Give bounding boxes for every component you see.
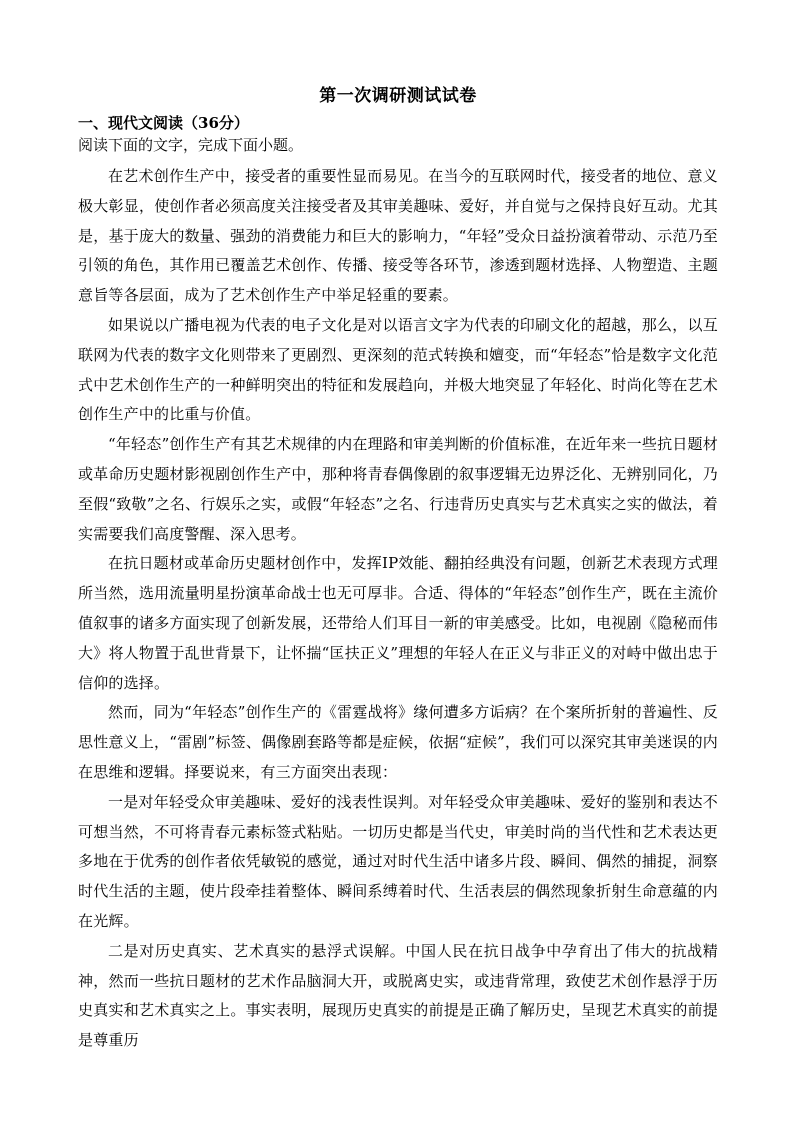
document-page bbox=[78, 84, 718, 1056]
section-heading: 一、现代文阅读（36分） bbox=[78, 114, 249, 132]
paragraph-4: 在抗日题材或革命历史题材创作中，发挥IP效能、翻拍经典没有问题，创新艺术表现方式理所当然，选用流量明星扮演革命战士也无可厚非。合适、得体的“年轻态”创作生产，既在主流价值叙事的诸多方面实现了创新发展，还带给人们耳目一新的审美感受。比如，电视剧《隐秘而伟大》将人物置于乱世背景下，让怀揣“匡扶正义”理想的年轻人在正义与非正义的对峙中做出忠于信仰的选择。 bbox=[78, 554, 718, 692]
paragraph-2: 如果说以广播电视为代表的电子文化是对以语言文字为代表的印刷文化的超越，那么，以互联网为代表的数字文化则带来了更剧烈、更深刻的范式转换和嬗变，而“年轻态”恰是数字文化范式中艺术创作生产的一种鲜明突出的特征和发展趋向，并极大地突显了年轻化、时尚化等在艺术创作生产中的比重与价值。 bbox=[78, 315, 718, 424]
reading-instruction: 阅读下面的文字，完成下面小题。 bbox=[78, 136, 304, 154]
paragraph-7: 二是对历史真实、艺术真实的悬浮式误解。中国人民在抗日战争中孕育出了伟大的抗战精神，然而一些抗日题材的艺术作品脑洞大开，或脱离史实，或违背常理，致使艺术创作悬浮于历史真实和艺术真实之上。事实表明，展现历史真实的前提是正确了解历史，呈现艺术真实的前提是尊重历 bbox=[78, 941, 718, 1050]
paragraph-5: 然而，同为“年轻态”创作生产的《雷霆战将》缘何遭多方诟病？在个案所折射的普遍性、反思性意义上，“雷剧”标签、偶像剧套路等都是症候，依据“症候”，我们可以深究其审美迷误的内在思维和逻辑。择要说来，有三方面突出表现： bbox=[78, 703, 718, 781]
paragraph-1: 在艺术创作生产中，接受者的重要性显而易见。在当今的互联网时代，接受者的地位、意义极大彰显，使创作者必须高度关注接受者及其审美趣味、爱好，并自觉与之保持良好互动。尤其是，基于庞大的数量、强劲的消费能力和巨大的影响力，“年轻”受众日益扮演着带动、示范乃至引领的角色，其作用已覆盖艺术创作、传播、接受等各环节，渗透到题材选择、人物塑造、主题意旨等各层面，成为了艺术创作生产中举足轻重的要素。 bbox=[78, 167, 718, 305]
paragraph-6: 一是对年轻受众审美趣味、爱好的浅表性误判。对年轻受众审美趣味、爱好的鉴别和表达不可想当然，不可将青春元素标签式粘贴。一切历史都是当代史，审美时尚的当代性和艺术表达更多地在于优秀的创作者依凭敏锐的感觉，通过对时代生活中诸多片段、瞬间、偶然的捕捉，洞察时代生活的主题，使片段牵挂着整体、瞬间系缚着时代、生活表层的偶然现象折射生命意蕴的内在光辉。 bbox=[78, 792, 718, 930]
paragraph-3: “年轻态”创作生产有其艺术规律的内在理路和审美判断的价值标准，在近年来一些抗日题材或革命历史题材影视剧创作生产中，那种将青春偶像剧的叙事逻辑无边界泛化、无辨别同化，乃至假“致敬”之名、行娱乐之实，或假“年轻态”之名、行违背历史真实与艺术真实之实的做法，着实需要我们高度警醒、深入思考。 bbox=[78, 435, 718, 543]
page-title: 第一次调研测试试卷 bbox=[319, 86, 477, 106]
